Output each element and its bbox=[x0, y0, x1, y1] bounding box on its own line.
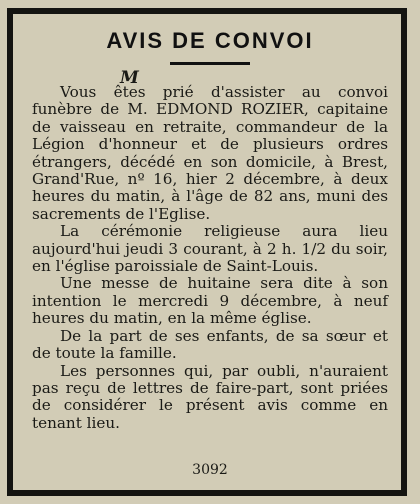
paragraph-family: De la part de ses enfants, de sa sœur et de toute la famille. bbox=[32, 326, 388, 363]
notice-body bbox=[32, 84, 388, 432]
salutation: M bbox=[120, 68, 139, 88]
paragraph-invitation: Vous êtes prié d'assister au convoi funèbre de M. EDMOND ROZIER, capitaine de vaisseau en retraite, commandeur de la Légion d'honneur et de plusieurs ordres étrangers, décédé en son domicile, à Brest, Grand'Rue, nº 16, hier 2 décembre, à deux heures du matin, à l'âge de 82 ans, muni des sacrements de l'Eglise. bbox=[32, 83, 388, 223]
paragraph-ceremony: La cérémonie religieuse aura lieu aujourd'hui jeudi 3 courant, à 2 h. 1/2 du soir, en l'église paroissiale de Saint-Louis. bbox=[32, 222, 388, 276]
notice-number: 3092 bbox=[192, 462, 228, 478]
title-underline bbox=[170, 62, 250, 65]
paragraph-mass: Une messe de huitaine sera dite à son intention le mercredi 9 décembre, à neuf heures du matin, en la même église. bbox=[32, 274, 388, 328]
paragraph-note: Les personnes qui, par oubli, n'auraient pas reçu de lettres de faire-part, sont priées de considérer le présent avis comme en tenant lieu. bbox=[32, 361, 388, 432]
notice-title: AVIS DE CONVOI bbox=[106, 28, 314, 53]
